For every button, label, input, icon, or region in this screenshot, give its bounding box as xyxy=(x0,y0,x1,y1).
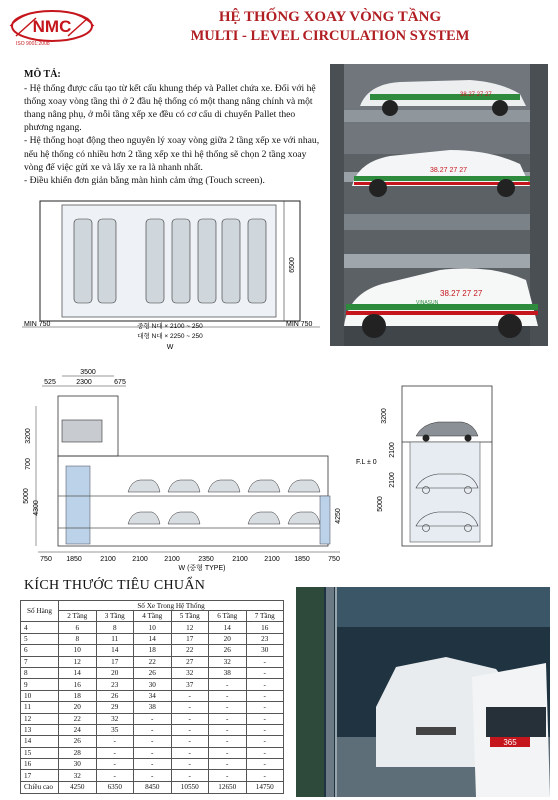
car-count-cell: - xyxy=(209,747,247,758)
car-count-cell: 8 xyxy=(96,622,134,633)
dim-bottom: 750 xyxy=(328,556,340,563)
car-count-cell: 30 xyxy=(246,645,284,656)
car-count-cell: 22 xyxy=(171,645,209,656)
description-paragraph: - Điều khiển đơn giản bằng màn hình cảm ứng (Touch screen). xyxy=(24,174,265,186)
logo-brand: NMC xyxy=(32,17,72,36)
car-count-cell: 32 xyxy=(96,713,134,724)
car-count-cell: - xyxy=(96,759,134,770)
table-row xyxy=(21,770,284,781)
car-count-cell: 22 xyxy=(134,656,172,667)
car-count-cell: 37 xyxy=(171,679,209,690)
header-level: 5 Tầng xyxy=(171,611,209,622)
plan-car xyxy=(222,219,240,303)
car-count-cell: 26 xyxy=(59,736,97,747)
car-count-cell: 28 xyxy=(59,747,97,758)
row-count-cell: 15 xyxy=(21,747,59,758)
height-value-cell: 4250 xyxy=(59,781,97,793)
height-value-cell: 10550 xyxy=(171,781,209,793)
row-count-cell: 9 xyxy=(21,679,59,690)
car-count-cell: 18 xyxy=(59,690,97,701)
car-count-cell: - xyxy=(209,736,247,747)
row-count-cell: 17 xyxy=(21,770,59,781)
table-row xyxy=(21,656,284,667)
table-row xyxy=(21,667,284,678)
row-count-cell: 5 xyxy=(21,633,59,644)
car-count-cell: - xyxy=(209,679,247,690)
car-count-cell: - xyxy=(246,747,284,758)
row-count-cell: 6 xyxy=(21,645,59,656)
car-count-cell: - xyxy=(134,747,172,758)
row-count-cell: 4 xyxy=(21,622,59,633)
car-count-cell: - xyxy=(134,736,172,747)
car-count-cell: 14 xyxy=(134,633,172,644)
car-count-cell: - xyxy=(246,667,284,678)
row-count-cell: 14 xyxy=(21,736,59,747)
table-footer-row xyxy=(21,781,284,793)
car-count-cell: 32 xyxy=(209,656,247,667)
car-count-cell: - xyxy=(171,770,209,781)
taxi-phone: 38.27 27 27 xyxy=(440,289,483,298)
title-english: MULTI - LEVEL CIRCULATION SYSTEM xyxy=(190,28,470,44)
table-row xyxy=(21,633,284,644)
side-dim: 3200 xyxy=(381,408,388,424)
car-count-cell: - xyxy=(171,724,209,735)
height-value-cell: 8450 xyxy=(134,781,172,793)
table-row xyxy=(21,747,284,758)
plan-min-right: MIN 750 xyxy=(286,321,313,328)
car-count-cell: - xyxy=(246,656,284,667)
car-count-cell: 16 xyxy=(246,622,284,633)
car-count-cell: 17 xyxy=(171,633,209,644)
elevation-car xyxy=(208,480,240,492)
car-count-cell: 23 xyxy=(246,633,284,644)
plan-car xyxy=(98,219,116,303)
table-row xyxy=(21,690,284,701)
table-row xyxy=(21,702,284,713)
car-count-cell: 27 xyxy=(171,656,209,667)
car-count-cell: - xyxy=(246,724,284,735)
car-count-cell: 38 xyxy=(134,702,172,713)
dim-left: 3200 xyxy=(25,428,32,444)
car-count-cell: - xyxy=(209,770,247,781)
car-count-cell: 29 xyxy=(96,702,134,713)
header-rows-count: Số Hàng xyxy=(21,601,59,622)
title-vietnamese: HỆ THỐNG XOAY VÒNG TẦNG xyxy=(218,9,442,25)
car-count-cell: - xyxy=(134,713,172,724)
description-paragraph: - Hệ thống hoạt động theo nguyên lý xoay vòng giữa 2 tầng xếp xe với nhau, nếu hệ thống có nhiều hơn 2 tầng xếp xe thì hệ thống sẽ chọn 2 tầng xoay vòng để việc gửi xe và lấy xe ra là nhanh nhất. xyxy=(24,135,320,173)
car-count-cell: 23 xyxy=(96,679,134,690)
header-level: 3 Tầng xyxy=(96,611,134,622)
height-value-cell: 12650 xyxy=(209,781,247,793)
row-count-cell: 12 xyxy=(21,713,59,724)
car-count-cell: - xyxy=(209,724,247,735)
car-count-cell: 26 xyxy=(96,690,134,701)
row-count-cell: 10 xyxy=(21,690,59,701)
car-count-cell: 14 xyxy=(59,667,97,678)
car-count-cell: 10 xyxy=(59,645,97,656)
car-count-cell: - xyxy=(171,713,209,724)
plan-car xyxy=(198,219,216,303)
car-plate: 365 xyxy=(503,738,517,747)
row-count-cell: 16 xyxy=(21,759,59,770)
header-level: 4 Tầng xyxy=(134,611,172,622)
side-dim: 2100 xyxy=(389,472,396,488)
plan-view-drawing xyxy=(22,193,320,353)
description-paragraph: - Hệ thống được cấu tạo từ kết cấu khung thép và Pallet chứa xe. Đối với hệ thống xoay vòng tầng thì ở 2 đầu hệ thống có một thang nâng chính và một thang nâng phụ, ở mỗi tầng xếp xe đều có cơ cấu di chuyển Pallet theo phương ngang. xyxy=(24,83,316,134)
car-count-cell: - xyxy=(134,759,172,770)
car-count-cell: 16 xyxy=(59,679,97,690)
side-car-top xyxy=(416,422,478,442)
car-count-cell: - xyxy=(171,736,209,747)
dim-bottom: 1850 xyxy=(66,556,82,563)
car-count-cell: - xyxy=(246,713,284,724)
elevation-car xyxy=(168,512,200,524)
car-count-cell: - xyxy=(96,736,134,747)
dim-bottom: 2100 xyxy=(100,556,116,563)
parking-photo-bottom xyxy=(296,587,550,797)
dim-bottom: 2100 xyxy=(264,556,280,563)
elevation-car xyxy=(288,512,320,524)
car-count-cell: - xyxy=(246,770,284,781)
car-count-cell: 30 xyxy=(134,679,172,690)
car-count-cell: 14 xyxy=(96,645,134,656)
side-dim: 5000 xyxy=(377,496,384,512)
car-count-cell: 34 xyxy=(134,690,172,701)
car-count-cell: - xyxy=(246,679,284,690)
car-count-cell: 32 xyxy=(59,770,97,781)
height-value-cell: 6350 xyxy=(96,781,134,793)
plan-width-label: W xyxy=(166,344,174,351)
plan-car xyxy=(74,219,92,303)
side-view-drawing xyxy=(352,376,502,556)
elevation-w-label: W (중형 TYPE) xyxy=(178,565,226,572)
dim-top: 2300 xyxy=(76,379,92,386)
row-count-cell: 11 xyxy=(21,702,59,713)
car-count-cell: 26 xyxy=(134,667,172,678)
car-count-cell: 17 xyxy=(96,656,134,667)
elevation-car xyxy=(248,480,280,492)
row-count-cell: 13 xyxy=(21,724,59,735)
car-count-cell: - xyxy=(246,690,284,701)
header-level: 2 Tầng xyxy=(59,611,97,622)
car-count-cell: 6 xyxy=(59,622,97,633)
row-count-cell: 8 xyxy=(21,667,59,678)
elevation-car xyxy=(128,512,160,524)
dim-left: 4300 xyxy=(33,500,40,516)
car-count-cell: 10 xyxy=(134,622,172,633)
car-count-cell: 18 xyxy=(134,645,172,656)
car-count-cell: 30 xyxy=(59,759,97,770)
table-row xyxy=(21,759,284,770)
side-dim: 2100 xyxy=(389,442,396,458)
car-count-cell: - xyxy=(96,747,134,758)
dim-bottom: 2350 xyxy=(198,556,214,563)
plan-height-dim: 6500 xyxy=(289,257,296,273)
table-row xyxy=(21,736,284,747)
car-count-cell: - xyxy=(246,736,284,747)
dim-bottom: 1850 xyxy=(294,556,310,563)
car-count-cell: 8 xyxy=(59,633,97,644)
taxi-brand: VINASUN xyxy=(400,176,418,181)
dim-bottom: 2100 xyxy=(164,556,180,563)
dim-left: 700 xyxy=(25,458,32,470)
description-heading: MÔ TẢ: xyxy=(24,69,61,80)
dim-bottom: 750 xyxy=(40,556,52,563)
height-value-cell: 14750 xyxy=(246,781,284,793)
car-count-cell: 20 xyxy=(209,633,247,644)
elevation-car xyxy=(248,512,280,524)
car-count-cell: - xyxy=(246,759,284,770)
parking-photo-top xyxy=(330,64,548,346)
dim-left: 5000 xyxy=(23,488,30,504)
car-count-cell: 26 xyxy=(209,645,247,656)
car-count-cell: 35 xyxy=(96,724,134,735)
dim-bottom: 2100 xyxy=(232,556,248,563)
car-count-cell: 12 xyxy=(171,622,209,633)
dim-bottom: 2100 xyxy=(132,556,148,563)
car-count-cell: 38 xyxy=(209,667,247,678)
car-count-cell: - xyxy=(134,770,172,781)
logo-cert-text: ISO 9001:2008 xyxy=(16,41,50,47)
car-count-cell: - xyxy=(209,713,247,724)
dim-right: 4250 xyxy=(335,508,342,524)
table-row xyxy=(21,713,284,724)
plan-car xyxy=(172,219,190,303)
table-row xyxy=(21,622,284,633)
car-count-cell: - xyxy=(209,759,247,770)
car-count-cell: - xyxy=(246,702,284,713)
side-fl-label: F.L ± 0 xyxy=(356,459,377,466)
car-count-cell: - xyxy=(209,690,247,701)
car-count-cell: - xyxy=(171,747,209,758)
car-count-cell: 14 xyxy=(209,622,247,633)
elevation-car xyxy=(128,480,160,492)
table-row xyxy=(21,645,284,656)
car-count-cell: - xyxy=(134,724,172,735)
car-count-cell: - xyxy=(96,770,134,781)
dim-top: 3500 xyxy=(80,369,96,376)
table-row xyxy=(21,724,284,735)
plan-car xyxy=(248,219,266,303)
elevation-car xyxy=(168,480,200,492)
height-label-cell: Chiều cao xyxy=(21,781,59,793)
car-count-cell: 22 xyxy=(59,713,97,724)
dim-top: 525 xyxy=(44,379,56,386)
taxi-phone: 38.27 27 27 xyxy=(460,92,492,98)
elevation-drawing xyxy=(22,366,352,576)
header-level: 7 Tầng xyxy=(246,611,284,622)
taxi-brand: VINASUN xyxy=(416,300,439,306)
spec-table xyxy=(20,600,284,794)
header-cars-group: Số Xe Trong Hệ Thống xyxy=(59,601,284,611)
car-count-cell: 11 xyxy=(96,633,134,644)
description-block xyxy=(24,68,324,187)
car-count-cell: - xyxy=(171,690,209,701)
table-row xyxy=(21,679,284,690)
plan-min-left: MIN 750 xyxy=(24,321,51,328)
plan-width-line-1: 중형 N대 × 2100 ~ 250 xyxy=(137,323,203,330)
plan-width-line-2: 대형 N대 × 2250 ~ 250 xyxy=(137,333,203,340)
car-count-cell: - xyxy=(209,702,247,713)
car-count-cell: 12 xyxy=(59,656,97,667)
table-title: KÍCH THƯỚC TIÊU CHUẨN xyxy=(24,578,206,593)
car-count-cell: 32 xyxy=(171,667,209,678)
dim-top: 675 xyxy=(114,379,126,386)
taxi-phone: 38.27 27 27 xyxy=(430,167,467,174)
car-count-cell: 20 xyxy=(96,667,134,678)
car-count-cell: 24 xyxy=(59,724,97,735)
row-count-cell: 7 xyxy=(21,656,59,667)
plan-car xyxy=(146,219,164,303)
elevation-car xyxy=(288,480,320,492)
header-level: 6 Tầng xyxy=(209,611,247,622)
car-count-cell: - xyxy=(171,702,209,713)
car-count-cell: 20 xyxy=(59,702,97,713)
car-count-cell: - xyxy=(171,759,209,770)
